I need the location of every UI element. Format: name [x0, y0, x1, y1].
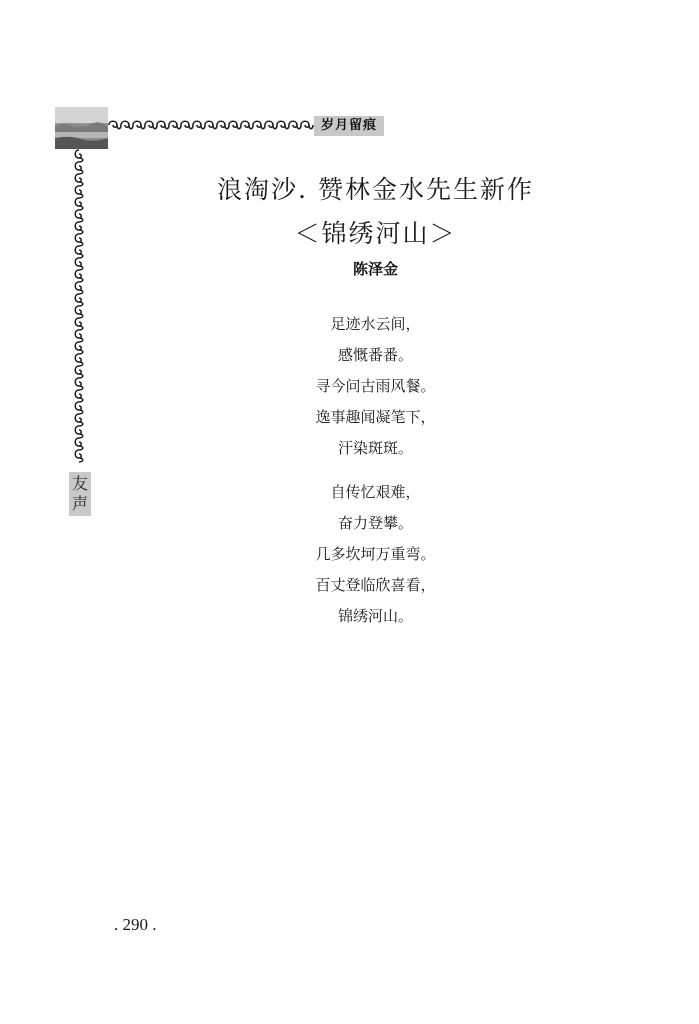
poem-line: 几多坎坷万重弯。 [315, 545, 436, 563]
poem-line: 百丈登临欣喜看， [315, 576, 436, 594]
scroll-ornament [193, 121, 205, 129]
scroll-ornament [145, 121, 157, 129]
scroll-ornament [133, 121, 145, 129]
scroll-ornament [277, 121, 289, 129]
section-label: 岁月留痕 [314, 116, 384, 136]
poem-line: 足迹水云间， [330, 315, 421, 333]
poem-line: 汗染斑斑。 [337, 439, 413, 457]
scroll-ornament [169, 121, 181, 129]
scroll-ornament [241, 121, 253, 129]
side-label-char: 声 [71, 494, 88, 513]
poem-title: 浪淘沙. 赞林金水先生新作 [217, 175, 534, 204]
poem-line: 感慨番番。 [337, 346, 413, 364]
scroll-ornament [109, 121, 121, 129]
poem-line: 逸事趣闻凝笔下， [315, 408, 436, 426]
scroll-ornament [289, 121, 301, 129]
poem-line: 锦绣河山。 [337, 607, 413, 625]
scroll-ornament [157, 121, 169, 129]
poem-stanza [0, 309, 699, 464]
scroll-ornament [301, 121, 313, 129]
corner-landscape-photo [55, 107, 108, 149]
scroll-ornament [75, 294, 83, 306]
poem-author: 陈泽金 [352, 260, 398, 278]
poem-line: 寻今问古雨风餐。 [315, 377, 436, 395]
scroll-ornament [121, 121, 133, 129]
scroll-ornament [181, 121, 193, 129]
poem-stanza [0, 477, 699, 632]
poem-line: 自传忆艰难， [330, 483, 421, 501]
poem-subtitle: ＜锦绣河山＞ [294, 219, 457, 248]
scroll-ornament [229, 121, 241, 129]
poem-line: 奋力登攀。 [337, 514, 413, 532]
scroll-ornament [75, 282, 83, 294]
scroll-ornament [75, 150, 83, 162]
scroll-ornament [253, 121, 265, 129]
side-label-char: 友 [71, 474, 88, 493]
decorative-border-horizontal [108, 118, 314, 132]
scroll-ornament [217, 121, 229, 129]
scroll-ornament [265, 121, 277, 129]
scroll-ornament [205, 121, 217, 129]
page-number: . 290 . [114, 915, 157, 934]
